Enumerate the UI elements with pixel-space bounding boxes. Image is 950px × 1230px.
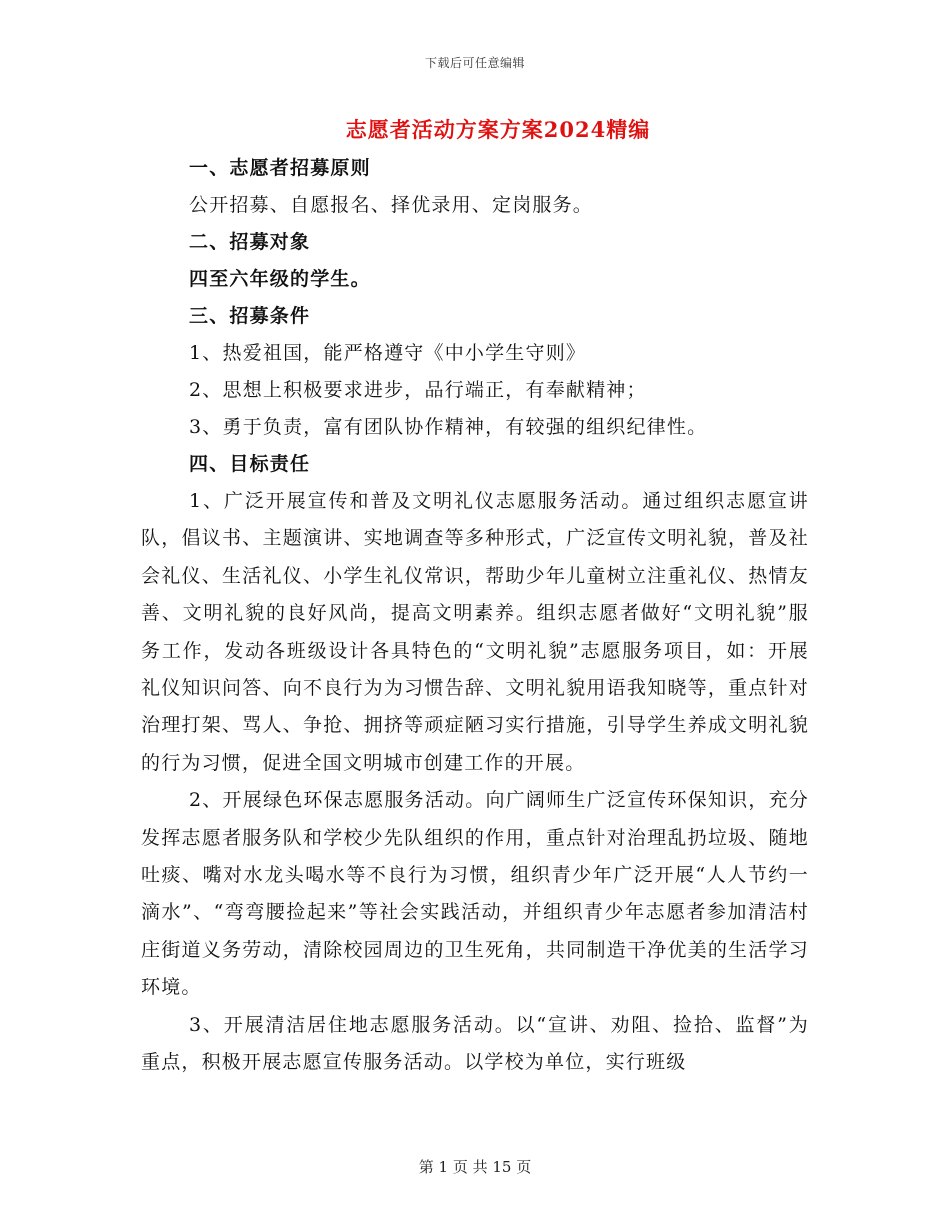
section-4-heading: 四、目标责任: [189, 453, 311, 475]
section-4-paragraph: 1、广泛开展宣传和普及文明礼仪志愿服务活动。通过组织志愿宣讲队，倡议书、主题演讲、实地调查等多种形式，广泛宣传文明礼貌，普及社会礼仪、生活礼仪、小学生礼仪常识，帮助少年儿童树立注重礼仪、热情友善、文明礼貌的良好风尚，提高文明素养。组织志愿者做好“文明礼貌”服务工作，发动各班级设计各具特色的“文明礼貌”志愿服务项目，如：开展礼仪知识问答、向不良行为为习惯告辞、文明礼貌用语我知晓等，重点针对治理打架、骂人、争抢、拥挤等顽症陋习实行措施，引导学生养成文明礼貌的行为习惯，促进全国文明城市创建工作的开展。: [141, 490, 809, 774]
section-1-text: 公开招募、自愿报名、择优录用、定岗服务。: [189, 194, 594, 216]
section-3-item: 1、热爱祖国，能严格遵守《中小学生守则》: [189, 342, 587, 364]
section-4-paragraph: 3、开展清洁居住地志愿服务活动。以“宣讲、劝阻、捡拾、监督”为重点，积极开展志愿宣传服务活动。以学校为单位，实行班级: [141, 1013, 809, 1074]
section-4-paragraph: 2、开展绿色环保志愿服务活动。向广阔师生广泛宣传环保知识，充分发挥志愿者服务队和学校少先队组织的作用，重点针对治理乱扔垃圾、随地吐痰、嘴对水龙头喝水等不良行为习惯，组织青少年广泛开展“人人节约一滴水”、“弯弯腰捡起来”等社会实践活动，并组织青少年志愿者参加清洁村庄街道义务劳动，清除校园周边的卫生死角，共同制造干净优美的生活学习环境。: [141, 789, 809, 999]
section-2-text: 四至六年级的学生。: [189, 268, 371, 290]
page-number-footer: 第 1 页 共 15 页: [418, 1158, 532, 1176]
section-3-item: 2、思想上积极要求进步，品行端正，有奉献精神；: [189, 379, 647, 401]
section-3-heading: 三、招募条件: [189, 305, 311, 327]
section-1-heading: 一、志愿者招募原则: [189, 157, 371, 179]
header-note: 下载后可任意编辑: [424, 56, 525, 70]
document-title: 志愿者活动方案方案2024精编: [345, 117, 651, 142]
section-2-heading: 二、招募对象: [189, 231, 311, 253]
section-3-item: 3、勇于负责，富有团队协作精神，有较强的组织纪律性。: [189, 416, 708, 438]
document-body: [141, 150, 809, 1082]
